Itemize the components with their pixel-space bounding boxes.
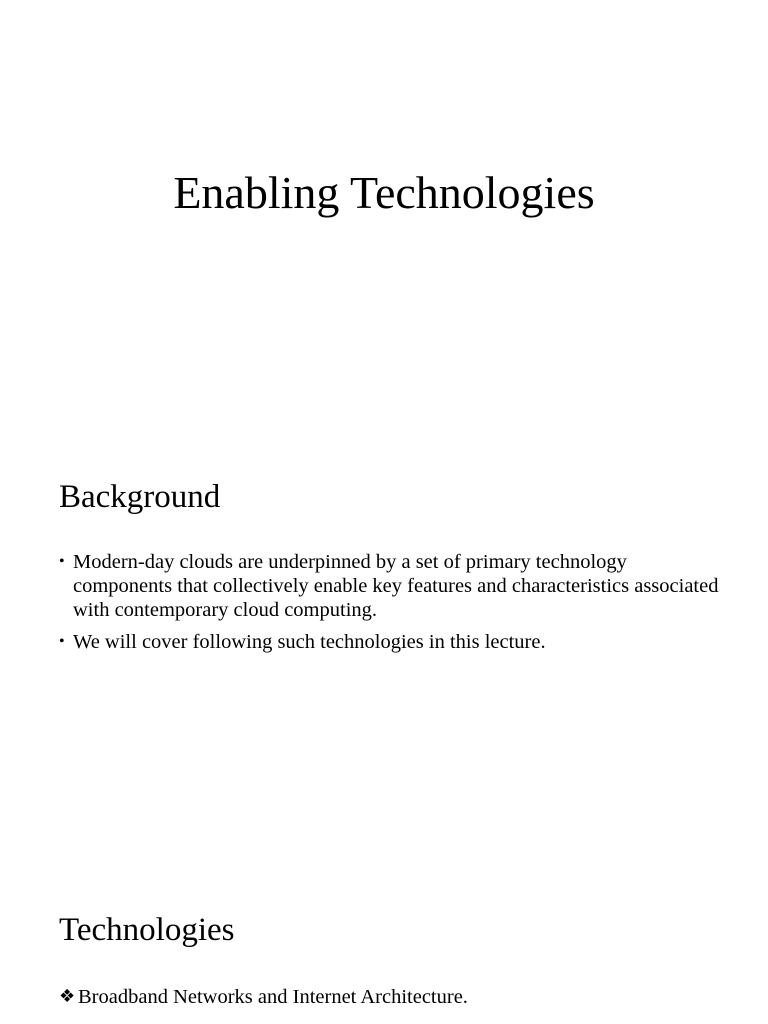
bullet-text: Modern-day clouds are underpinned by a set of primary technology components that collectively enable key features and characteristics associated with contemporary cloud computing. — [73, 551, 719, 621]
technologies-list — [59, 985, 468, 1009]
bullet-icon: • — [59, 553, 65, 570]
title-slide — [0, 0, 768, 430]
technologies-slide — [0, 860, 768, 1024]
bullet-text: We will cover following such technologies in this lecture. — [73, 631, 546, 653]
bullet-item — [59, 550, 719, 622]
technologies-heading: Technologies — [59, 912, 235, 948]
slide-title: Enabling Technologies — [173, 167, 595, 218]
bullet-item — [59, 630, 719, 654]
background-slide — [0, 430, 768, 860]
diamond-bullet-icon: ❖ — [59, 986, 76, 1007]
technology-item — [59, 985, 468, 1009]
background-bullet-list — [59, 550, 719, 662]
background-heading: Background — [59, 479, 221, 515]
technology-text: Broadband Networks and Internet Architecture. — [78, 986, 468, 1008]
bullet-icon: • — [59, 633, 65, 650]
